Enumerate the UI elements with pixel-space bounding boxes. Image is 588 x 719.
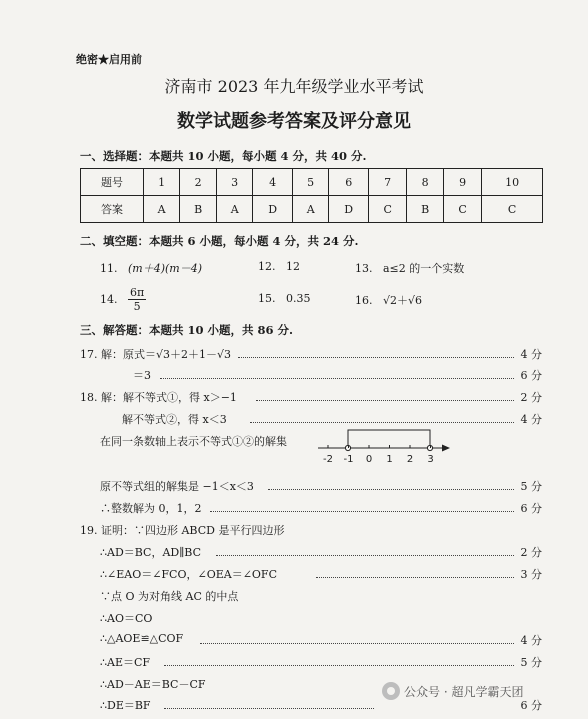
score-label: 6 分 xyxy=(520,369,542,382)
dotted-leader xyxy=(238,357,514,358)
table-row-answers xyxy=(81,196,543,223)
dotted-leader xyxy=(164,665,514,666)
table-cell: 8 xyxy=(407,169,444,196)
tick-label: -1 xyxy=(343,454,354,465)
solution-line: ∴AO＝CO xyxy=(100,612,153,625)
solution-line: ＝3 xyxy=(133,369,151,382)
table-cell: C xyxy=(482,196,543,223)
solution-line: ∵点 O 为对角线 AC 的中点 xyxy=(100,590,239,603)
table-cell: 10 xyxy=(482,169,543,196)
item-number: 13. xyxy=(355,262,373,275)
score-label: 6 分 xyxy=(520,502,542,515)
answer-table xyxy=(80,168,543,223)
solution-line: ∴整数解为 0，1，2 xyxy=(100,502,202,515)
table-cell: 9 xyxy=(444,169,482,196)
fill-item-14 xyxy=(100,286,146,313)
exam-title: 济南市 2023 年九年级学业水平考试 xyxy=(164,77,424,96)
item-answer: 0.35 xyxy=(286,292,311,305)
answer-key-title: 数学试题参考答案及评分意见 xyxy=(177,111,411,132)
section3-heading: 三、解答题：本题共 10 小题，共 86 分. xyxy=(80,323,294,337)
solution-line: ∴∠EAO＝∠FCO，∠OEA＝∠OFC xyxy=(100,568,277,581)
item-answer: a≤2 的一个实数 xyxy=(383,262,465,275)
axis-arrow-icon xyxy=(442,445,450,452)
dotted-leader xyxy=(268,489,514,490)
section2-heading: 二、填空题：本题共 6 小题，每小题 4 分，共 24 分. xyxy=(80,234,359,248)
solution-line: 在同一条数轴上表示不等式①②的解集 xyxy=(100,435,287,448)
table-cell: B xyxy=(407,196,444,223)
score-label: 2 分 xyxy=(520,546,542,559)
dotted-leader xyxy=(216,555,514,556)
tick-label: 0 xyxy=(365,454,373,465)
table-cell: 1 xyxy=(144,169,180,196)
dotted-leader xyxy=(250,422,514,423)
item-number: 14. xyxy=(100,293,118,306)
item-answer: (m＋4)(m－4) xyxy=(128,262,203,275)
tick-label: -2 xyxy=(323,454,333,465)
solution-line: 19. 证明：∵四边形 ABCD 是平行四边形 xyxy=(80,524,285,537)
solution-line: 17. 解：原式＝√3＋2＋1－√3 xyxy=(80,348,232,361)
table-cell: B xyxy=(180,196,217,223)
row-label-number: 题号 xyxy=(81,169,144,196)
item-number: 12. xyxy=(258,260,276,273)
solution-line: ∴DE＝BF xyxy=(100,699,151,712)
table-cell: 3 xyxy=(217,169,253,196)
watermark: 公众号 · 超凡学霸天团 xyxy=(404,685,524,699)
table-row-numbers xyxy=(81,169,543,196)
item-answer: √2＋√6 xyxy=(383,294,423,307)
score-label: 6 分 xyxy=(520,699,542,712)
table-cell: 6 xyxy=(329,169,369,196)
table-cell: 4 xyxy=(253,169,293,196)
dotted-leader xyxy=(164,708,374,709)
section1-heading: 一、选择题：本题共 10 小题，每小题 4 分，共 40 分. xyxy=(80,149,367,163)
table-cell: A xyxy=(217,196,253,223)
fraction xyxy=(128,286,146,313)
item-number: 16. xyxy=(355,294,373,307)
score-label: 4 分 xyxy=(520,634,542,647)
table-cell: A xyxy=(293,196,329,223)
solution-line: 18. 解：解不等式①，得 x＞−1 xyxy=(80,391,237,404)
score-label: 2 分 xyxy=(520,391,542,404)
item-answer: 12 xyxy=(286,260,300,273)
solution-line: 解不等式②，得 x＜3 xyxy=(122,413,227,426)
score-label: 5 分 xyxy=(520,480,542,493)
fill-item-16 xyxy=(355,292,422,308)
table-cell: A xyxy=(144,196,180,223)
dotted-leader xyxy=(160,378,514,379)
item-number: 11. xyxy=(100,262,118,275)
fraction-denominator: 5 xyxy=(133,300,141,313)
fill-item-12 xyxy=(258,260,300,273)
confidential-mark: 绝密★启用前 xyxy=(76,53,142,66)
dotted-leader xyxy=(316,577,514,578)
table-cell: D xyxy=(253,196,293,223)
item-number: 15. xyxy=(258,292,276,305)
table-cell: 7 xyxy=(369,169,407,196)
score-label: 3 分 xyxy=(520,568,542,581)
table-cell: D xyxy=(329,196,369,223)
fraction-numerator: 6π xyxy=(130,286,145,299)
fill-item-15 xyxy=(258,292,311,305)
score-label: 4 分 xyxy=(520,348,542,361)
solution-line: ∴AD－AE＝BC－CF xyxy=(100,678,206,691)
tick-label: 2 xyxy=(406,454,414,465)
dotted-leader xyxy=(200,643,514,644)
dotted-leader xyxy=(210,511,514,512)
tick-label: 3 xyxy=(427,454,434,465)
dotted-leader xyxy=(256,400,514,401)
fill-item-13 xyxy=(355,260,464,276)
row-label-answer: 答案 xyxy=(81,196,144,223)
table-cell: C xyxy=(444,196,482,223)
solution-line: ∴△AOE≌△COF xyxy=(100,632,184,645)
number-line xyxy=(314,424,454,468)
solution-line: 原不等式组的解集是 −1＜x＜3 xyxy=(100,480,254,493)
solution-line: ∴AD＝BC，AD∥BC xyxy=(100,546,202,559)
fill-item-11 xyxy=(100,260,202,276)
score-label: 4 分 xyxy=(520,413,542,426)
table-cell: 2 xyxy=(180,169,217,196)
score-label: 5 分 xyxy=(520,656,542,669)
tick-label: 1 xyxy=(386,454,393,465)
wechat-logo-icon xyxy=(382,682,400,700)
solution-line: ∴AE＝CF xyxy=(100,656,151,669)
table-cell: C xyxy=(369,196,407,223)
table-cell: 5 xyxy=(293,169,329,196)
